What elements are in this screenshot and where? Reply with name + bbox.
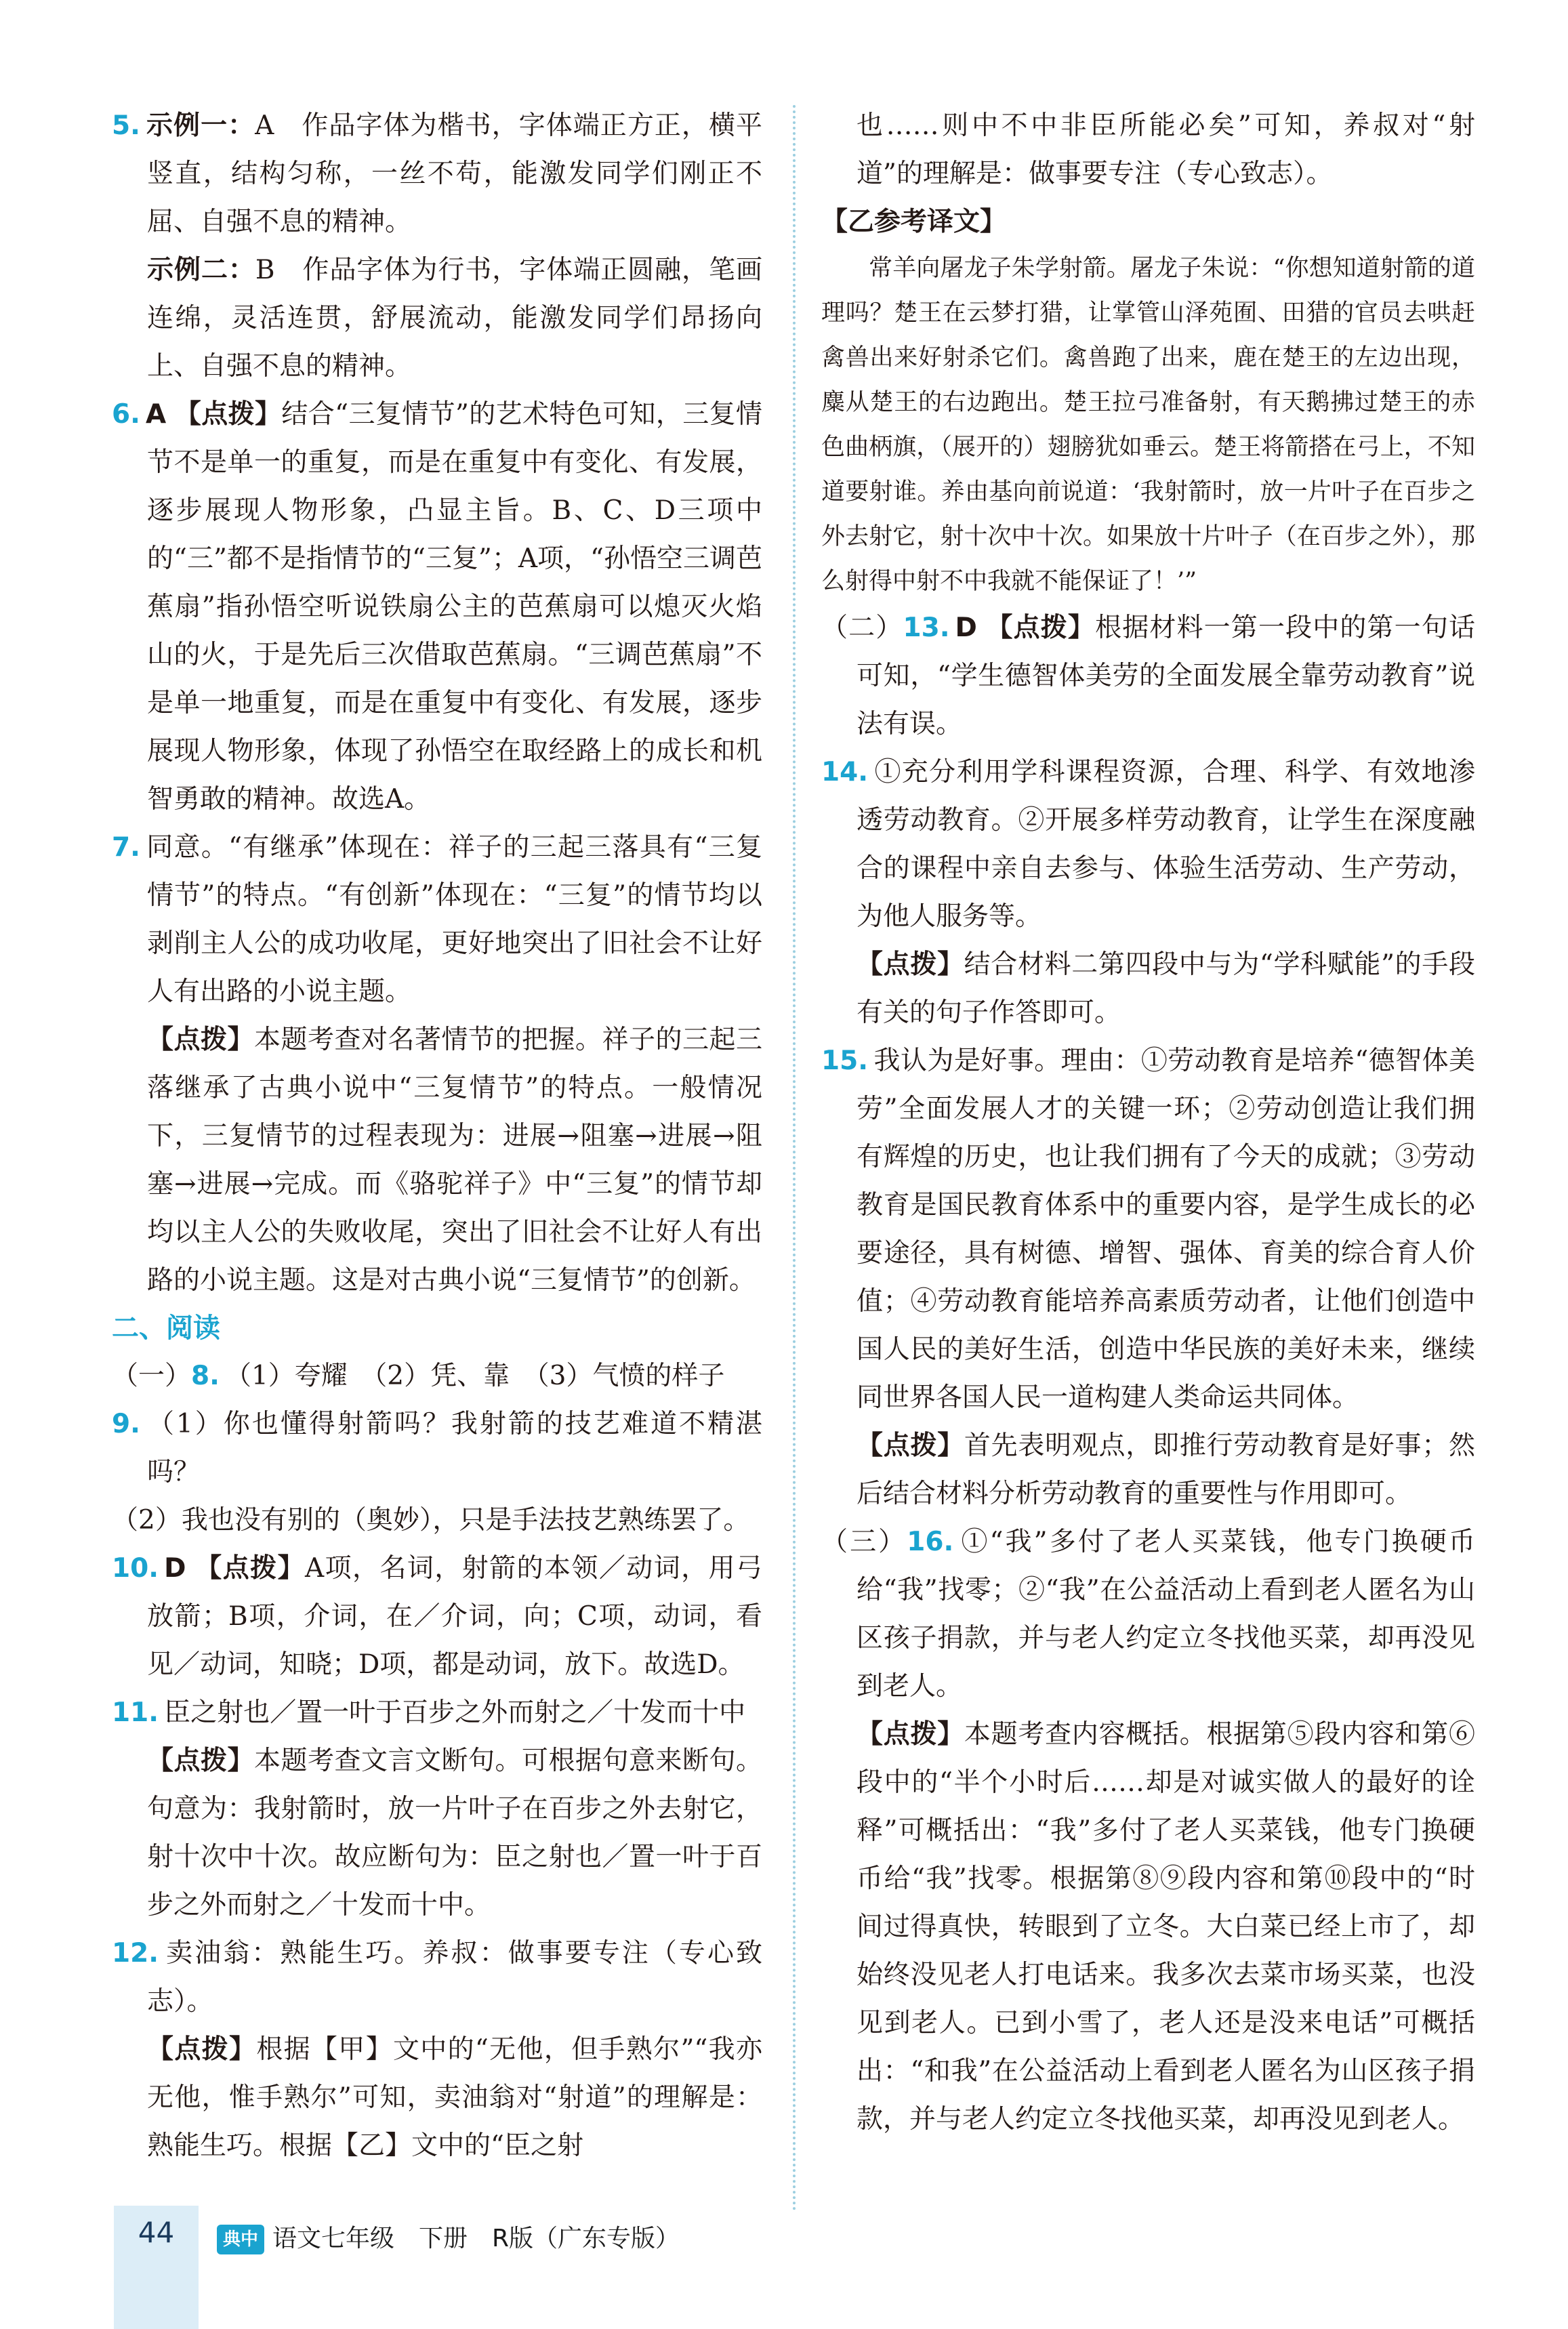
answer-q13: （二）13. D 【点拨】根据材料一第一段中的第一句话可知，“学生德智体美劳的全面发展全靠劳动教育”说法有误。: [821, 613, 1475, 739]
answer-q5: 5. 示例一：A 作品字体为楷书，字体端正方正，横平竖直，结构匀称，一丝不苟，能激发同学们刚正不屈、自强不息的精神。: [112, 110, 762, 237]
answer-q12c: 也……则中不中非臣所能必矣”可知，养叔对“射道”的理解是：做事要专注（专心致志）。: [857, 110, 1475, 189]
left-column: [112, 102, 762, 2170]
answer-yi: 【乙参考译文】: [821, 207, 1007, 237]
answer-q16b: 【点拨】本题考查内容概括。根据第⑤段内容和第⑥段中的“半个小时后……却是对诚实做人的最好的诠释”可概括出：“我”多付了老人买菜钱，他专门换硬币给“我”找零。根据第⑧⑨段内容和第⑩段中的“时间过得真快，转眼到了立冬。大白菜已经上市了，却始终没见老人打电话来。我多次去菜市场买菜，也没见到老人。已到小雪了，老人还是没来电话”可概括出：“和我”在公益活动上看到老人匿名为山区孩子捐款，并与老人约定立冬找他买菜，却再没见到老人。: [857, 1719, 1475, 2135]
answer-q6: 6. A 【点拨】结合“三复情节”的艺术特色可知，三复情节不是单一的重复，而是在重复中有变化、有发展，逐步展现人物形象，凸显主旨。B、C、D三项中的“三”都不是指情节的“三复”；A项，“孙悟空三调芭蕉扇”指孙悟空听说铁扇公主的芭蕉扇可以熄灭火焰山的火，于是先后三次借取芭蕉扇。“三调芭蕉扇”不是单一地重复，而是在重复中有变化、有发展，逐步展现人物形象，体现了孙悟空在取经路上的成长和机智勇敢的精神。故选A。: [112, 399, 762, 815]
answer-q15b: 【点拨】首先表明观点，即推行劳动教育是好事；然后结合材料分析劳动教育的重要性与作用即可。: [857, 1430, 1475, 1509]
answer-sec2: 二、阅读: [112, 1313, 220, 1344]
right-column: [821, 102, 1475, 2143]
answer-yi1: 常羊向屠龙子朱学射箭。屠龙子朱说：“你想知道射箭的道理吗？楚王在云梦打猎，让掌管山泽苑囿、田猎的官员去哄赶禽兽出来好射杀它们。禽兽跑了出来，鹿在楚王的左边出现，麋从楚王的右边跑出。楚王拉弓准备射，有天鹅拂过楚王的赤色曲柄旗，（展开的）翅膀犹如垂云。楚王将箭搭在弓上，不知道要射谁。养由基向前说道：‘我射箭时，放一片叶子在百步之外去射它，射十次中十次。如果放十片叶子（在百步之外），那么射得中射不中我就不能保证了！’”: [821, 255, 1475, 595]
answer-q9b: （2）我也没有别的（奥妙），只是手法技艺熟练罢了。: [112, 1505, 750, 1536]
answer-q14: 14. ①充分利用学科课程资源，合理、科学、有效地渗透劳动教育。②开展多样劳动教育，让学生在深度融合的课程中亲自去参与、体验生活劳动、生产劳动，为他人服务等。: [821, 757, 1475, 932]
answer-q7: 7. 同意。“有继承”体现在：祥子的三起三落具有“三复情节”的特点。“有创新”体现在：“三复”的情节均以剥削主人公的成功收尾，更好地突出了旧社会不让好人有出路的小说主题。: [112, 832, 762, 1007]
answer-q11: 11. 臣之射也／置一叶于百步之外而射之／十发而十中: [112, 1697, 746, 1728]
answer-q16: （三）16. ①“我”多付了老人买菜钱，他专门换硬币给“我”找零；②“我”在公益活动上看到老人匿名为山区孩子捐款，并与老人约定立冬找他买菜，却再没见到老人。: [821, 1527, 1475, 1702]
column-divider: [793, 105, 796, 2212]
answer-q9: 9. （1）你也懂得射箭吗？我射箭的技艺难道不精湛吗？: [112, 1409, 762, 1487]
answer-q14b: 【点拨】结合材料二第四段中与为“学科赋能”的手段有关的句子作答即可。: [857, 949, 1475, 1028]
book-footer: [217, 2219, 680, 2254]
answer-q7b: 【点拨】本题考查对名著情节的把握。祥子的三起三落继承了古典小说中“三复情节”的特点。一般情况下，三复情节的过程表现为：进展→阻塞→进展→阻塞→进展→完成。而《骆驼祥子》中“三复”的情节却均以主人公的失败收尾，突出了旧社会不让好人有出路的小说主题。这是对古典小说“三复情节”的创新。: [147, 1025, 762, 1296]
publisher-logo: 典中: [217, 2225, 264, 2254]
answer-q5b: 示例二：B 作品字体为行书，字体端正圆融，笔画连绵，灵活连贯，舒展流动，能激发同学们昂扬向上、自强不息的精神。: [147, 255, 762, 382]
answer-q8: （一）8. （1）夸耀 （2）凭、靠 （3）气愤的样子: [112, 1361, 725, 1391]
answer-q12b: 【点拨】根据【甲】文中的“无他，但手熟尔”“我亦无他，惟手熟尔”可知，卖油翁对“射道”的理解是：熟能生巧。根据【乙】文中的“臣之射: [147, 2034, 762, 2161]
answer-q11b: 【点拨】本题考查文言文断句。可根据句意来断句。句意为：我射箭时，放一片叶子在百步之外去射它，射十次中十次。故应断句为：臣之射也／置一叶于百步之外而射之／十发而十中。: [147, 1746, 762, 1920]
answer-q10: 10. D 【点拨】A项，名词，射箭的本领／动词，用弓放箭；B项，介词，在／介词，向；C项，动词，看见／动词，知晓；D项，都是动词，放下。故选D。: [112, 1553, 762, 1680]
answer-q15: 15. 我认为是好事。理由：①劳动教育是培养“德智体美劳”全面发展人才的关键一环；②劳动创造让我们拥有辉煌的历史，也让我们拥有了今天的成就；③劳动教育是国民教育体系中的重要内容，是学生成长的必要途径，具有树德、增智、强体、育美的综合育人价值；④劳动教育能培养高素质劳动者，让他们创造中国人民的美好生活，创造中华民族的美好未来，继续同世界各国人民一道构建人类命运共同体。: [821, 1046, 1475, 1413]
answer-q12: 12. 卖油翁：熟能生巧。养叔：做事要专注（专心致志）。: [112, 1938, 762, 2017]
book-title: 语文七年级 下册 R版（广东专版）: [272, 2225, 680, 2252]
page-number: 44: [138, 2216, 175, 2249]
